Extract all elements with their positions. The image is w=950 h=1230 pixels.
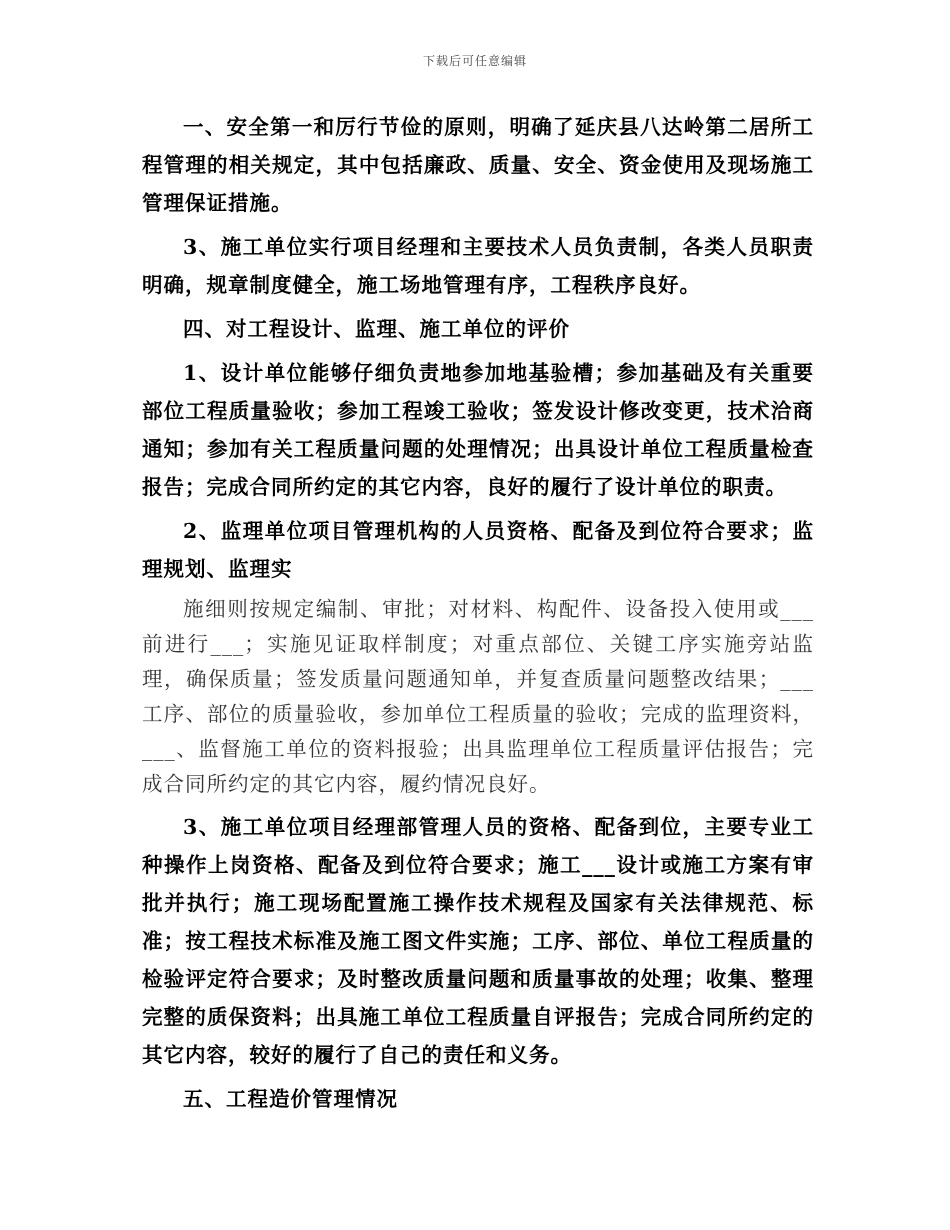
paragraph-construction-responsibility: 3、施工单位实行项目经理和主要技术人员负责制，各类人员职责明确，规章制度健全，施工场地管理有序，工程秩序良好。	[142, 235, 814, 297]
paragraph-design-unit: 1、设计单位能够仔细负责地参加地基验槽；参加基础及有关重要部位工程质量验收；参加工程竣工验收；签发设计修改变更，技术洽商通知；参加有关工程质量问题的处理情况；出具设计单位工程质量检查报告；完成合同所约定的其它内容，良好的履行了设计单位的职责。	[142, 361, 814, 499]
paragraph-construction-unit: 3、施工单位项目经理部管理人员的资格、配备到位，主要专业工种操作上岗资格、配备及到位符合要求；施工___设计或施工方案有审批并执行；施工现场配置施工操作技术规程及国家有关法律规范、标准；按工程技术标准及施工图文件实施；工序、部位、单位工程质量的检验评定符合要求；及时整改质量问题和质量事故的处理；收集、整理完整的质保资料；出具施工单位工程质量自评报告；完成合同所约定的其它内容，较好的履行了自己的责任和义务。	[142, 815, 814, 1067]
section-heading-evaluation: 四、对工程设计、监理、施工单位的评价	[183, 317, 570, 341]
paragraph-supervision-unit: 2、监理单位项目管理机构的人员资格、配备及到位符合要求；监理规划、监理实	[142, 519, 814, 581]
paragraph-principles: 一、安全第一和厉行节俭的原则，明确了延庆县八达岭第二居所工程管理的相关规定，其中包括廉政、质量、安全、资金使用及现场施工管理保证措施。	[142, 115, 814, 215]
section-heading-cost-management: 五、工程造价管理情况	[183, 1087, 398, 1111]
page-header-note: 下载后可任意编辑	[422, 54, 527, 68]
document-body	[142, 108, 814, 1118]
paragraph-supervision-details: 施细则按规定编制、审批；对材料、构配件、设备投入使用或___前进行___；实施见证取样制度；对重点部位、关键工序实施旁站监理，确保质量；签发质量问题通知单，并复查质量问题整改结果；___工序、部位的质量验收，参加单位工程质量的验收；完成的监理资料，___、监督施工单位的资料报验；出具监理单位工程质量评估报告；完成合同所约定的其它内容，履约情况良好。	[142, 597, 814, 796]
